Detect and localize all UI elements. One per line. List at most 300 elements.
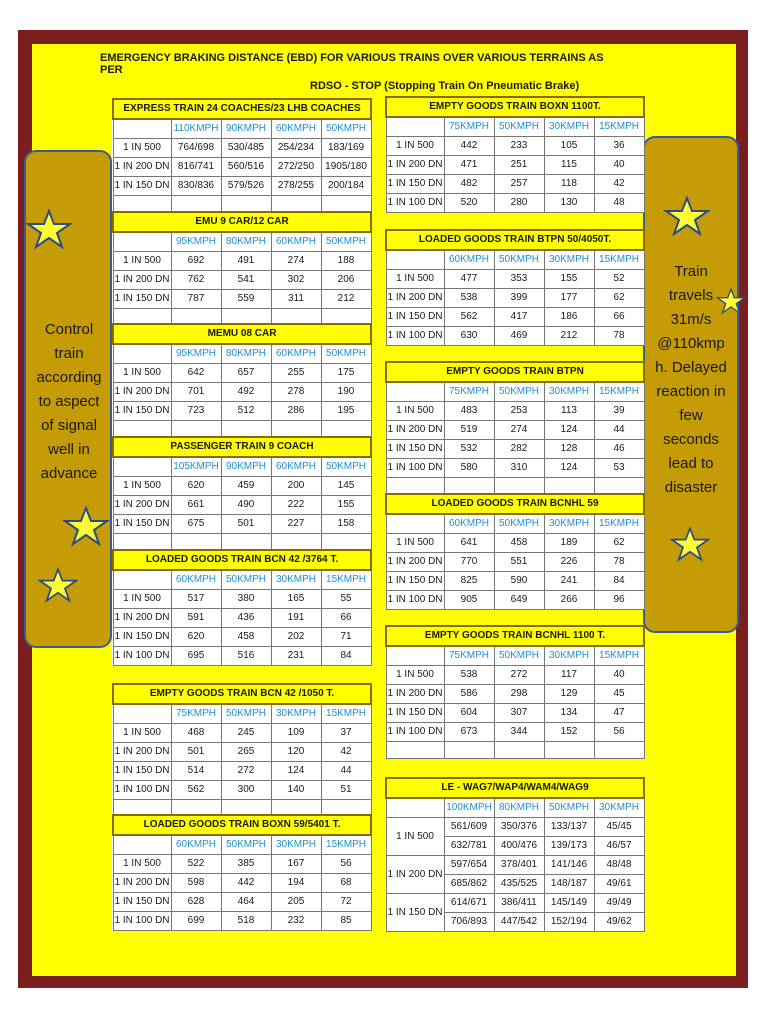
table-cell: 52	[594, 270, 644, 289]
table-cell: 212	[544, 327, 594, 346]
table-row	[113, 590, 371, 609]
gradient-label: 1 IN 100 DN	[113, 647, 171, 666]
speed-header: 95KMPH	[171, 344, 221, 364]
table-cell: 266	[544, 591, 594, 610]
table-cell: 42	[594, 175, 644, 194]
gradient-label: 1 IN 500	[386, 666, 444, 685]
table-cell: 490	[221, 496, 271, 515]
speed-header: 50KMPH	[321, 232, 371, 252]
table-cell: 501	[221, 515, 271, 534]
table-cell: 825	[444, 572, 494, 591]
star-icon	[38, 564, 78, 606]
gradient-label: 1 IN 200 DN	[113, 271, 171, 290]
gradient-label: 1 IN 150 DN	[113, 762, 171, 781]
table-row	[113, 139, 371, 158]
gradient-label: 1 IN 100 DN	[386, 591, 444, 610]
table-row	[113, 628, 371, 647]
table-cell: 47	[594, 704, 644, 723]
speed-header: 15KMPH	[321, 570, 371, 590]
table-cell: 469	[494, 327, 544, 346]
gradient-label: 1 IN 150 DN	[386, 440, 444, 459]
gradient-label: 1 IN 100 DN	[386, 723, 444, 742]
right-note-line: few	[679, 407, 703, 424]
table-cell: 202	[271, 628, 321, 647]
table-cell: 257	[494, 175, 544, 194]
table-boxn-empty	[385, 96, 645, 213]
table-cell: 155	[321, 496, 371, 515]
gradient-label: 1 IN 100 DN	[386, 327, 444, 346]
table-cell: 518	[221, 912, 271, 931]
table-cell: 562	[444, 308, 494, 327]
table-cell: 706/893	[444, 913, 494, 932]
table-cell: 280	[494, 194, 544, 213]
table-cell: 598	[171, 874, 221, 893]
table-cell: 512	[221, 402, 271, 421]
table-cell: 37	[321, 724, 371, 743]
table-row	[113, 364, 371, 383]
table-row	[113, 781, 371, 800]
table-cell: 133/137	[544, 818, 594, 837]
table-cell: 274	[271, 252, 321, 271]
table-cell: 188	[321, 252, 371, 271]
table-row	[113, 855, 371, 874]
table-cell: 464	[221, 893, 271, 912]
gradient-label: 1 IN 500	[386, 534, 444, 553]
table-cell: 591	[171, 609, 221, 628]
speed-header: 90KMPH	[221, 119, 271, 139]
table-cell: 300	[221, 781, 271, 800]
table-cell	[386, 382, 444, 402]
table-cell: 233	[494, 137, 544, 156]
table-cell: 560/516	[221, 158, 271, 177]
table-cell: 226	[544, 553, 594, 572]
speed-header: 50KMPH	[494, 382, 544, 402]
speed-header: 60KMPH	[444, 514, 494, 534]
table-cell: 48	[594, 194, 644, 213]
table-cell: 253	[494, 402, 544, 421]
gradient-label: 1 IN 150 DN	[386, 175, 444, 194]
star-icon	[716, 287, 746, 315]
table-row	[113, 252, 371, 271]
table-cell: 84	[594, 572, 644, 591]
table-cell: 200/184	[321, 177, 371, 196]
table-cell: 177	[544, 289, 594, 308]
speed-header: 60KMPH	[271, 119, 321, 139]
table-row	[113, 912, 371, 931]
table-cell: 522	[171, 855, 221, 874]
table-cell: 519	[444, 421, 494, 440]
table-cell: 538	[444, 666, 494, 685]
left-note-line: Control	[44, 321, 94, 338]
table-cell: 152/194	[544, 913, 594, 932]
table-cell: 85	[321, 912, 371, 931]
table-cell: 692	[171, 252, 221, 271]
table-row	[386, 591, 644, 610]
table-cell: 140	[271, 781, 321, 800]
table-row	[113, 177, 371, 196]
table-row	[113, 724, 371, 743]
speed-header: 60KMPH	[171, 570, 221, 590]
table-cell	[386, 117, 444, 137]
table-btpn-loaded	[385, 229, 645, 346]
table-cell: 787	[171, 290, 221, 309]
table-cell: 113	[544, 402, 594, 421]
speed-header: 50KMPH	[321, 457, 371, 477]
gradient-label: 1 IN 500	[386, 818, 444, 856]
right-note-line: @110kmp	[657, 335, 725, 352]
speed-header: 50KMPH	[221, 835, 271, 855]
right-note-line: h. Delayed	[655, 359, 727, 376]
table-cell: 282	[494, 440, 544, 459]
table-cell: 175	[321, 364, 371, 383]
table-cell: 145/149	[544, 894, 594, 913]
table-row	[386, 308, 644, 327]
table-cell: 278	[271, 383, 321, 402]
table-cell	[386, 250, 444, 270]
speed-header: 30KMPH	[544, 117, 594, 137]
table-cell: 764/698	[171, 139, 221, 158]
gradient-label: 1 IN 200 DN	[386, 856, 444, 894]
table-row	[113, 402, 371, 421]
table-cell: 399	[494, 289, 544, 308]
gradient-label: 1 IN 200 DN	[113, 609, 171, 628]
table-cell: 632/781	[444, 837, 494, 856]
table-cell: 56	[594, 723, 644, 742]
table-cell: 105	[544, 137, 594, 156]
table-cell: 40	[594, 156, 644, 175]
table-row	[386, 459, 644, 478]
left-note-line: train	[54, 345, 84, 362]
table-cell: 158	[321, 515, 371, 534]
speed-header: 30KMPH	[271, 570, 321, 590]
table-cell: 532	[444, 440, 494, 459]
speed-header: 15KMPH	[321, 835, 371, 855]
left-note-line: advance	[40, 465, 98, 482]
speed-header: 15KMPH	[594, 646, 644, 666]
table-cell: 400/476	[494, 837, 544, 856]
table-cell: 66	[594, 308, 644, 327]
table-cell: 44	[321, 762, 371, 781]
table-cell	[113, 232, 171, 252]
table-cell: 124	[544, 459, 594, 478]
table-cell: 649	[494, 591, 544, 610]
gradient-label: 1 IN 500	[113, 590, 171, 609]
table-cell	[113, 196, 171, 213]
table-cell: 517	[171, 590, 221, 609]
table-row	[386, 666, 644, 685]
table-cell: 55	[321, 590, 371, 609]
table-cell	[386, 646, 444, 666]
table-row	[386, 856, 644, 875]
gradient-label: 1 IN 500	[113, 477, 171, 496]
gradient-label: 1 IN 200 DN	[386, 685, 444, 704]
table-cell: 685/862	[444, 875, 494, 894]
table-cell: 310	[494, 459, 544, 478]
table-cell: 311	[271, 290, 321, 309]
right-note-line: reaction in	[656, 383, 726, 400]
table-cell: 189	[544, 534, 594, 553]
table-cell: 442	[221, 874, 271, 893]
table-cell: 129	[544, 685, 594, 704]
table-row	[386, 818, 644, 837]
table-row	[386, 402, 644, 421]
speed-header: 80KMPH	[221, 232, 271, 252]
table-cell: 145	[321, 477, 371, 496]
table-cell: 272/250	[271, 158, 321, 177]
star-icon	[26, 209, 72, 249]
table-cell: 417	[494, 308, 544, 327]
table-cell: 212	[321, 290, 371, 309]
table-cell: 49/62	[594, 913, 644, 932]
table-cell: 491	[221, 252, 271, 271]
table-cell: 51	[321, 781, 371, 800]
speed-header: 15KMPH	[594, 382, 644, 402]
gradient-label: 1 IN 100 DN	[113, 781, 171, 800]
table-cell: 120	[271, 743, 321, 762]
table-row	[113, 496, 371, 515]
star-icon	[670, 526, 710, 562]
table-cell: 109	[271, 724, 321, 743]
speed-header: 30KMPH	[544, 646, 594, 666]
table-cell: 45/45	[594, 818, 644, 837]
table-cell	[113, 457, 171, 477]
table-cell: 353	[494, 270, 544, 289]
table-cell: 53	[594, 459, 644, 478]
speed-header: 15KMPH	[594, 250, 644, 270]
table-row	[386, 723, 644, 742]
gradient-label: 1 IN 150 DN	[386, 894, 444, 932]
table-cell: 641	[444, 534, 494, 553]
speed-header: 50KMPH	[321, 344, 371, 364]
table-row	[386, 194, 644, 213]
speed-header: 60KMPH	[171, 835, 221, 855]
speed-header: 15KMPH	[321, 704, 371, 724]
table-cell: 380	[221, 590, 271, 609]
gradient-label: 1 IN 500	[113, 364, 171, 383]
table-cell: 1905/180	[321, 158, 371, 177]
table-cell: 661	[171, 496, 221, 515]
table-cell: 45	[594, 685, 644, 704]
gradient-label: 1 IN 150 DN	[386, 308, 444, 327]
table-memu	[112, 323, 372, 438]
table-title: LOADED GOODS TRAIN BOXN 59/5401 T.	[113, 815, 371, 835]
table-cell: 46/57	[594, 837, 644, 856]
table-cell: 278/255	[271, 177, 321, 196]
gradient-label: 1 IN 200 DN	[113, 158, 171, 177]
table-cell: 78	[594, 553, 644, 572]
table-cell: 477	[444, 270, 494, 289]
speed-header: 60KMPH	[271, 232, 321, 252]
page-subtitle: RDSO - STOP (Stopping Train On Pneumatic Brake)	[310, 80, 580, 92]
table-cell: 206	[321, 271, 371, 290]
table-cell: 167	[271, 855, 321, 874]
table-cell: 816/741	[171, 158, 221, 177]
table-cell: 530/485	[221, 139, 271, 158]
speed-header: 110KMPH	[171, 119, 221, 139]
table-cell: 78	[594, 327, 644, 346]
table-cell: 124	[271, 762, 321, 781]
table-cell: 62	[594, 289, 644, 308]
speed-header: 80KMPH	[494, 798, 544, 818]
table-row	[113, 158, 371, 177]
speed-header: 75KMPH	[171, 704, 221, 724]
table-cell: 265	[221, 743, 271, 762]
table-cell: 191	[271, 609, 321, 628]
table-cell: 195	[321, 402, 371, 421]
speed-header: 60KMPH	[444, 250, 494, 270]
right-note-line: Train	[674, 263, 708, 280]
table-cell: 597/654	[444, 856, 494, 875]
speed-header: 15KMPH	[594, 514, 644, 534]
table-cell: 194	[271, 874, 321, 893]
table-cell	[113, 344, 171, 364]
table-cell: 579/526	[221, 177, 271, 196]
table-cell: 614/671	[444, 894, 494, 913]
table-cell: 124	[544, 421, 594, 440]
gradient-label: 1 IN 200 DN	[113, 383, 171, 402]
table-cell: 134	[544, 704, 594, 723]
gradient-label: 1 IN 500	[113, 855, 171, 874]
table-title: LOADED GOODS TRAIN BCN 42 /3764 T.	[113, 550, 371, 570]
gradient-label: 1 IN 150 DN	[113, 893, 171, 912]
table-cell: 673	[444, 723, 494, 742]
table-row	[113, 477, 371, 496]
speed-header: 50KMPH	[494, 117, 544, 137]
table-row	[386, 534, 644, 553]
table-cell	[386, 798, 444, 818]
table-passenger	[112, 436, 372, 551]
table-cell: 62	[594, 534, 644, 553]
table-title: EMPTY GOODS TRAIN BCNHL 1100 T.	[386, 626, 644, 646]
gradient-label: 1 IN 200 DN	[386, 421, 444, 440]
gradient-label: 1 IN 150 DN	[113, 402, 171, 421]
gradient-label: 1 IN 150 DN	[386, 572, 444, 591]
gradient-label: 1 IN 200 DN	[386, 156, 444, 175]
table-btpn-empty	[385, 361, 645, 495]
table-cell: 468	[171, 724, 221, 743]
table-cell: 251	[494, 156, 544, 175]
speed-header: 60KMPH	[271, 344, 321, 364]
table-cell: 286	[271, 402, 321, 421]
table-row	[113, 515, 371, 534]
table-cell: 586	[444, 685, 494, 704]
table-cell: 115	[544, 156, 594, 175]
gradient-label: 1 IN 500	[386, 137, 444, 156]
table-row	[386, 137, 644, 156]
right-note-line: lead to	[668, 455, 714, 472]
table-cell: 657	[221, 364, 271, 383]
table-cell: 190	[321, 383, 371, 402]
speed-header: 30KMPH	[271, 835, 321, 855]
table-light-engine	[385, 777, 645, 932]
table-cell: 501	[171, 743, 221, 762]
left-note-line: well in	[48, 441, 90, 458]
table-cell: 436	[221, 609, 271, 628]
table-cell: 559	[221, 290, 271, 309]
table-row	[386, 421, 644, 440]
table-row	[113, 743, 371, 762]
table-row	[386, 289, 644, 308]
table-cell: 628	[171, 893, 221, 912]
table-cell: 905	[444, 591, 494, 610]
table-bcnhl-loaded	[385, 493, 645, 610]
table-cell: 71	[321, 628, 371, 647]
table-cell: 520	[444, 194, 494, 213]
speed-header: 100KMPH	[444, 798, 494, 818]
speed-header: 75KMPH	[444, 382, 494, 402]
table-cell: 562	[171, 781, 221, 800]
table-cell: 66	[321, 609, 371, 628]
table-cell: 245	[221, 724, 271, 743]
table-cell: 590	[494, 572, 544, 591]
gradient-label: 1 IN 150 DN	[113, 515, 171, 534]
table-row	[113, 647, 371, 666]
gradient-label: 1 IN 150 DN	[113, 628, 171, 647]
left-note-line: according	[36, 369, 102, 386]
table-row	[386, 704, 644, 723]
table-cell: 272	[221, 762, 271, 781]
star-icon	[60, 506, 112, 546]
gradient-label: 1 IN 500	[113, 252, 171, 271]
speed-header: 30KMPH	[544, 382, 594, 402]
table-cell: 561/609	[444, 818, 494, 837]
table-row	[386, 327, 644, 346]
table-cell: 516	[221, 647, 271, 666]
table-express-train	[112, 98, 372, 213]
speed-header: 15KMPH	[594, 117, 644, 137]
table-cell: 604	[444, 704, 494, 723]
table-cell: 39	[594, 402, 644, 421]
right-note-line: travels	[668, 287, 714, 304]
table-cell: 56	[321, 855, 371, 874]
table-cell: 458	[494, 534, 544, 553]
table-cell: 205	[271, 893, 321, 912]
table-row	[113, 874, 371, 893]
speed-header: 50KMPH	[494, 514, 544, 534]
table-cell: 514	[171, 762, 221, 781]
table-cell: 483	[444, 402, 494, 421]
table-row	[386, 440, 644, 459]
table-cell: 538	[444, 289, 494, 308]
gradient-label: 1 IN 200 DN	[386, 553, 444, 572]
table-cell: 231	[271, 647, 321, 666]
speed-header: 60KMPH	[271, 457, 321, 477]
table-cell: 44	[594, 421, 644, 440]
table-cell: 541	[221, 271, 271, 290]
speed-header: 30KMPH	[594, 798, 644, 818]
table-title: LOADED GOODS TRAIN BTPN 50/4050T.	[386, 230, 644, 250]
table-cell: 222	[271, 496, 321, 515]
table-cell: 241	[544, 572, 594, 591]
table-cell: 492	[221, 383, 271, 402]
table-cell: 96	[594, 591, 644, 610]
table-cell: 183/169	[321, 139, 371, 158]
table-cell: 72	[321, 893, 371, 912]
gradient-label: 1 IN 150 DN	[113, 177, 171, 196]
right-note-line: seconds	[663, 431, 719, 448]
table-title: EMPTY GOODS TRAIN BCN 42 /1050 T.	[113, 684, 371, 704]
left-note	[26, 318, 112, 486]
table-cell	[113, 119, 171, 139]
gradient-label: 1 IN 500	[113, 139, 171, 158]
table-cell: 298	[494, 685, 544, 704]
table-cell: 442	[444, 137, 494, 156]
table-cell: 302	[271, 271, 321, 290]
table-boxn-loaded	[112, 814, 372, 931]
gradient-label: 1 IN 200 DN	[113, 743, 171, 762]
gradient-label: 1 IN 500	[113, 724, 171, 743]
table-row	[113, 762, 371, 781]
